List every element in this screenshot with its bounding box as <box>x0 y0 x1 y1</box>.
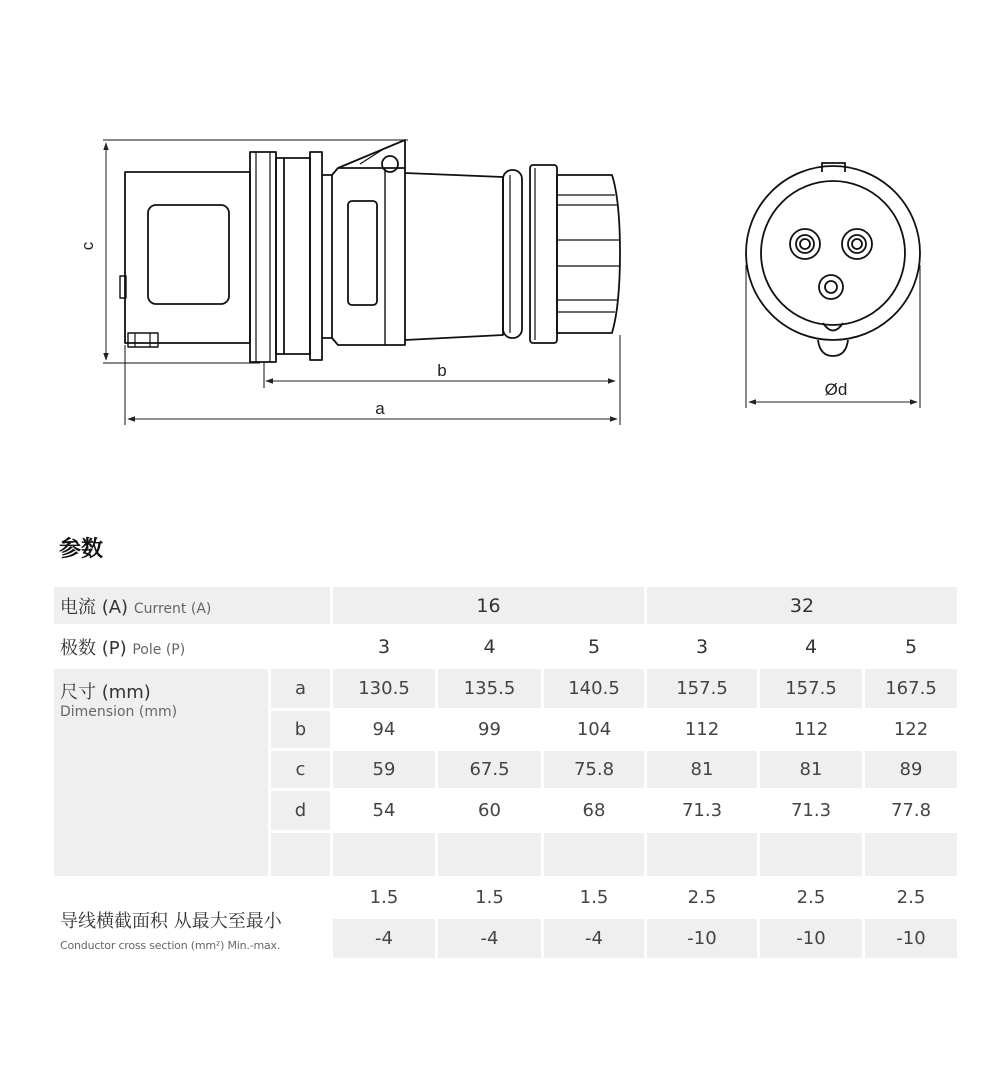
dimension-cell: 104 <box>544 711 647 751</box>
current-row <box>54 587 957 627</box>
empty-cell <box>333 833 438 879</box>
current-value-32: 32 <box>647 587 957 627</box>
conductor-min-cell: 1.5 <box>544 879 647 919</box>
current-label-en: Current (A) <box>133 600 212 617</box>
pole-cell: 3 <box>647 627 760 669</box>
conductor-max-cell: -10 <box>647 919 760 961</box>
dimension-label-cn: 尺寸 (mm) <box>60 682 151 703</box>
conductor-min-cell: 1.5 <box>333 879 438 919</box>
dim-label-a: a <box>375 399 385 418</box>
dimension-key: a <box>271 669 333 711</box>
conductor-max-cell: -4 <box>438 919 544 961</box>
current-value-16: 16 <box>333 587 647 627</box>
dimension-cell: 71.3 <box>760 791 865 833</box>
conductor-max-cell: -4 <box>333 919 438 961</box>
dimension-cell: 77.8 <box>865 791 957 833</box>
dimension-cell: 122 <box>865 711 957 751</box>
dim-label-c: c <box>78 241 97 251</box>
conductor-min-cell: 2.5 <box>647 879 760 919</box>
empty-cell <box>865 833 957 879</box>
dim-label-d: Ød <box>824 380 848 399</box>
dimension-cell: 112 <box>760 711 865 751</box>
pole-cell: 4 <box>438 627 544 669</box>
pole-cell: 4 <box>760 627 865 669</box>
dimension-cell: 135.5 <box>438 669 544 711</box>
conductor-max-cell: -4 <box>544 919 647 961</box>
dimension-key: d <box>271 791 333 833</box>
empty-cell <box>760 833 865 879</box>
plug-dimension-drawing <box>0 0 1001 480</box>
empty-cell <box>544 833 647 879</box>
dimension-cell: 67.5 <box>438 751 544 791</box>
spec-table <box>54 587 957 961</box>
current-label <box>54 587 333 627</box>
dimension-label <box>54 669 271 879</box>
dimension-cell: 54 <box>333 791 438 833</box>
pole-label-cn: 极数 (P) <box>60 637 127 659</box>
front-view <box>746 163 920 408</box>
dimension-cell: 157.5 <box>760 669 865 711</box>
current-label-cn: 电流 (A) <box>60 596 129 618</box>
conductor-min-cell: 2.5 <box>760 879 865 919</box>
conductor-min-cell: 1.5 <box>438 879 544 919</box>
pole-cell: 3 <box>333 627 438 669</box>
dimension-cell: 81 <box>760 751 865 791</box>
pole-label-en: Pole (P) <box>132 641 186 658</box>
dim-label-b: b <box>437 361 447 380</box>
dimension-cell: 89 <box>865 751 957 791</box>
pole-cell: 5 <box>544 627 647 669</box>
dimension-cell: 140.5 <box>544 669 647 711</box>
dimension-cell: 60 <box>438 791 544 833</box>
dimension-cell: 94 <box>333 711 438 751</box>
conductor-label-cn: 导线横截面积 从最大至最小 <box>60 911 282 932</box>
section-title: 参数 <box>59 537 104 562</box>
empty-cell <box>271 833 333 879</box>
conductor-min-cell: 2.5 <box>865 879 957 919</box>
dimension-cell: 71.3 <box>647 791 760 833</box>
dimension-cell: 157.5 <box>647 669 760 711</box>
conductor-label <box>54 879 333 961</box>
dimension-label-en: Dimension (mm) <box>60 704 178 720</box>
empty-cell <box>438 833 544 879</box>
empty-cell <box>647 833 760 879</box>
dimension-key: c <box>271 751 333 791</box>
pole-label <box>54 627 333 669</box>
side-view <box>103 140 620 425</box>
pole-row <box>54 627 957 669</box>
dimension-cell: 112 <box>647 711 760 751</box>
dimension-cell: 75.8 <box>544 751 647 791</box>
conductor-label-en: Conductor cross section (mm²) Min.-max. <box>60 939 281 952</box>
conductor-max-cell: -10 <box>865 919 957 961</box>
dimension-cell: 130.5 <box>333 669 438 711</box>
conductor-max-cell: -10 <box>760 919 865 961</box>
dimension-cell: 99 <box>438 711 544 751</box>
dimension-cell: 81 <box>647 751 760 791</box>
dimension-cell: 68 <box>544 791 647 833</box>
pole-cell: 5 <box>865 627 957 669</box>
dimension-key: b <box>271 711 333 751</box>
dimension-cell: 167.5 <box>865 669 957 711</box>
conductor-row-min <box>54 879 957 919</box>
dimension-cell: 59 <box>333 751 438 791</box>
dimension-row-a <box>54 669 957 711</box>
